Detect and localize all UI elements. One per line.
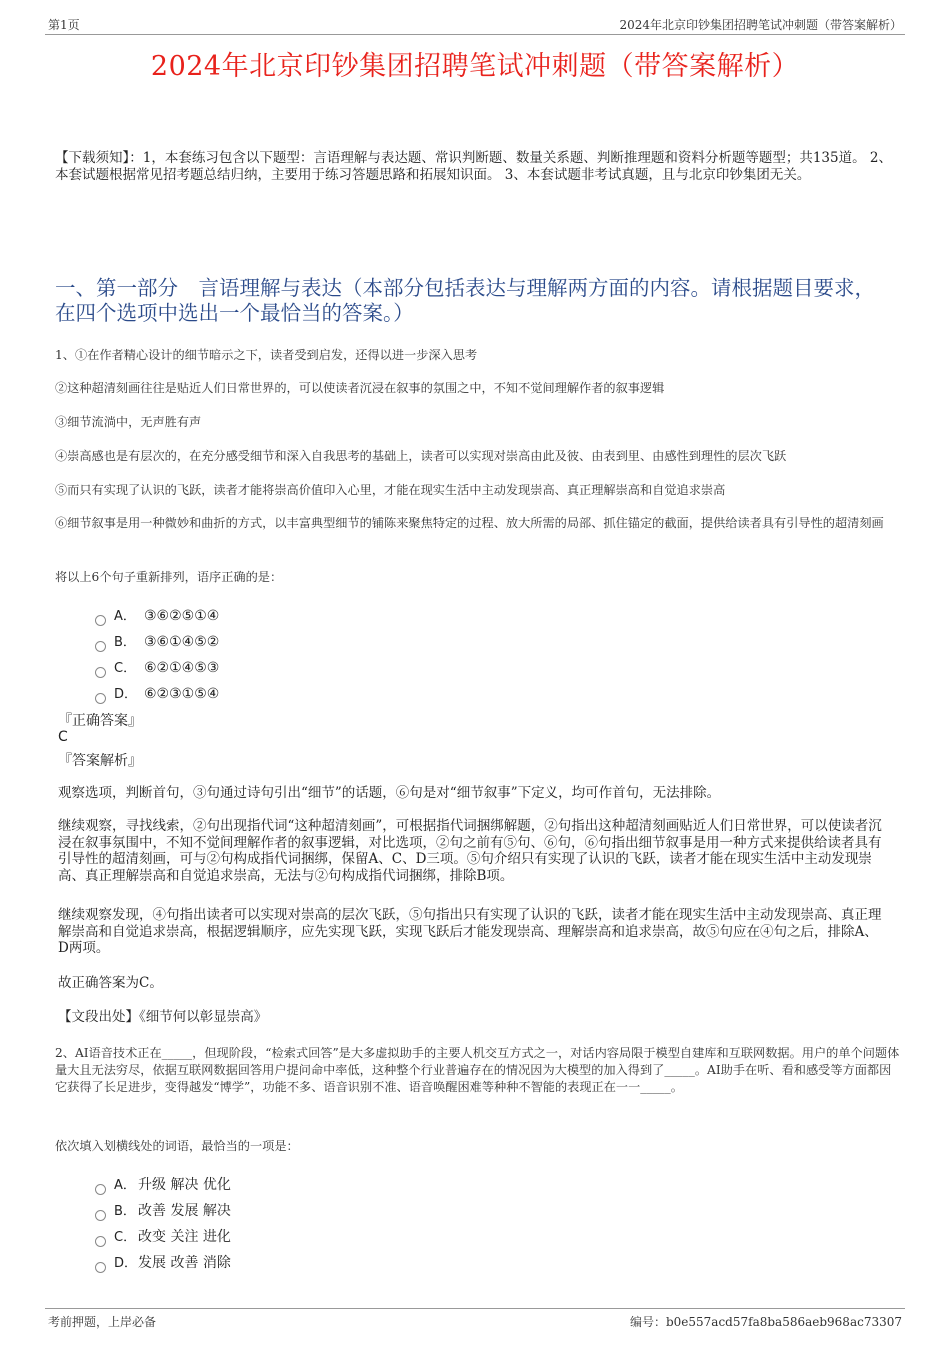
source-citation: 【文段出处】《细节何以彰显崇高》 xyxy=(58,1009,268,1025)
analysis-paragraph-3: 继续观察发现，④句指出读者可以实现对崇高的层次飞跃，⑤句指出只有实现了认识的飞跃，读者才能在现实生活中主动发现崇高、真正理解崇高和自觉追求崇高，根据逻辑顺序，应先实现飞跃，实现飞跃后才能发现崇高、理解崇高和追求崇高，故⑤句应在④句之后，排除A、D两项。 xyxy=(58,907,882,956)
radio-icon[interactable] xyxy=(95,1210,106,1221)
radio-icon[interactable] xyxy=(95,693,106,704)
q2-text: 2、AI语音技术正在_____，但现阶段，“检索式回答”是大多虚拟助手的主要人机交互方式之一，对话内容局限于模型自建库和互联网数据。用户的单个问题体量大且无法穷尽，依据互联网数据回答用户提问命中率低，这种整个行业普遍存在的情况因为大模型的加入得到了_____。AI助手在听、看和感受等方面都因它获得了长足进步，变得越发“博学”，功能不多、语音识别不准、语音唤醒困难等种种不智能的表现正在一一_____。 xyxy=(55,1046,900,1094)
answer-value: C xyxy=(58,729,68,745)
radio-icon[interactable] xyxy=(95,1236,106,1247)
q2-option-b[interactable]: B． 改善 发展 解决 xyxy=(95,1200,231,1220)
q1-option-b[interactable]: B． ③⑥①④⑤② xyxy=(95,631,219,650)
analysis-label: 『答案解析』 xyxy=(58,753,142,769)
analysis-paragraph-2: 继续观察，寻找线索，②句出现指代词“这种超清刻画”，可根据指代词捆绑解题，②句指出这种超清刻画贴近人们日常世界，可以使读者沉浸在叙事氛围中，不知不觉间理解作者的叙事逻辑，对比选项，②句之前有⑤句、⑥句，⑥句指出细节叙事是用一种方式来提供给读者具有引导性的超清刻画，可与②句构成指代词捆绑，保留A、C、D三项。⑤句介绍只有实现了认识的飞跃，读者才能在现实生活中主动发现崇高、真正理解崇高和自觉追求崇高，无法与②句构成指代词捆绑，排除B项。 xyxy=(58,818,882,884)
document-id: 编号：b0e557acd57fa8ba586aeb968ac73307 xyxy=(629,1315,902,1329)
q2-option-d[interactable]: D．发展 改善 消除 xyxy=(95,1252,231,1272)
header-doc-title: 2024年北京印钞集团招聘笔试冲刺题（带答案解析） xyxy=(619,18,902,32)
answer-label: 『正确答案』 xyxy=(58,713,142,729)
q1-sentence-6: ⑥细节叙事是用一种微妙和曲折的方式，以丰富典型细节的铺陈来聚焦特定的过程、放大所需的局部、抓住锚定的截面，提供给读者具有引导性的超清刻画 xyxy=(55,516,884,530)
radio-icon[interactable] xyxy=(95,615,106,626)
analysis-paragraph-1: 观察选项，判断首句，③句通过诗句引出“细节”的话题，⑥句是对“细节叙事”下定义，均可作首句，无法排除。 xyxy=(58,785,721,801)
radio-icon[interactable] xyxy=(95,667,106,678)
q1-sentence-2: ②这种超清刻画往往是贴近人们日常世界的，可以使读者沉浸在叙事的氛围之中，不知不觉间理解作者的叙事逻辑 xyxy=(55,381,665,395)
q1-option-c[interactable]: C． ⑥②①④⑤③ xyxy=(95,657,219,676)
footer-slogan: 考前押题，上岸必备 xyxy=(48,1315,157,1329)
section-title: 一、第一部分 言语理解与表达（本部分包括表达与理解两方面的内容。请根据题目要求，在四个选项中选出一个最恰当的答案。） xyxy=(55,276,875,325)
q2-stem: 依次填入划横线处的词语，最恰当的一项是： xyxy=(55,1139,299,1153)
radio-icon[interactable] xyxy=(95,1184,106,1195)
q1-sentence-5: ⑤而只有实现了认识的飞跃，读者才能将崇高价值印入心里，才能在现实生活中主动发现崇高、真正理解崇高和自觉追求崇高 xyxy=(55,483,726,497)
q2-option-a[interactable]: A． 升级 解决 优化 xyxy=(95,1174,231,1194)
download-notice: 【下载须知】：1，本套练习包含以下题型：言语理解与表达题、常识判断题、数量关系题、判断推理题和资料分析题等题型；共135道。 2、本套试题根据常见招考题总结归纳，主要用于练习答题思路和拓展知识面。 3、本套试题非考试真题，且与北京印钞集团无关。 xyxy=(55,150,892,183)
document-title: 2024年北京印钞集团招聘笔试冲刺题（带答案解析） xyxy=(150,51,800,82)
page-header xyxy=(45,14,905,35)
radio-icon[interactable] xyxy=(95,1262,106,1273)
q1-sentence-1: 1、①在作者精心设计的细节暗示之下，读者受到启发，还得以进一步深入思考 xyxy=(55,348,478,362)
page-footer xyxy=(45,1308,905,1329)
page-number: 第1页 xyxy=(48,18,80,32)
q1-sentence-4: ④崇高感也是有层次的，在充分感受细节和深入自我思考的基础上，读者可以实现对崇高由此及彼、由表到里、由感性到理性的层次飞跃 xyxy=(55,449,787,463)
q1-option-d[interactable]: D． ⑥②③①⑤④ xyxy=(95,683,219,702)
q1-stem: 将以上6个句子重新排列，语序正确的是： xyxy=(55,570,283,584)
q1-option-a[interactable]: A． ③⑥②⑤①④ xyxy=(95,605,219,624)
q2-option-c[interactable]: C． 改变 关注 进化 xyxy=(95,1226,231,1246)
analysis-conclusion: 故正确答案为C。 xyxy=(58,975,163,991)
radio-icon[interactable] xyxy=(95,641,106,652)
q1-sentence-3: ③细节流淌中，无声胜有声 xyxy=(55,415,202,429)
